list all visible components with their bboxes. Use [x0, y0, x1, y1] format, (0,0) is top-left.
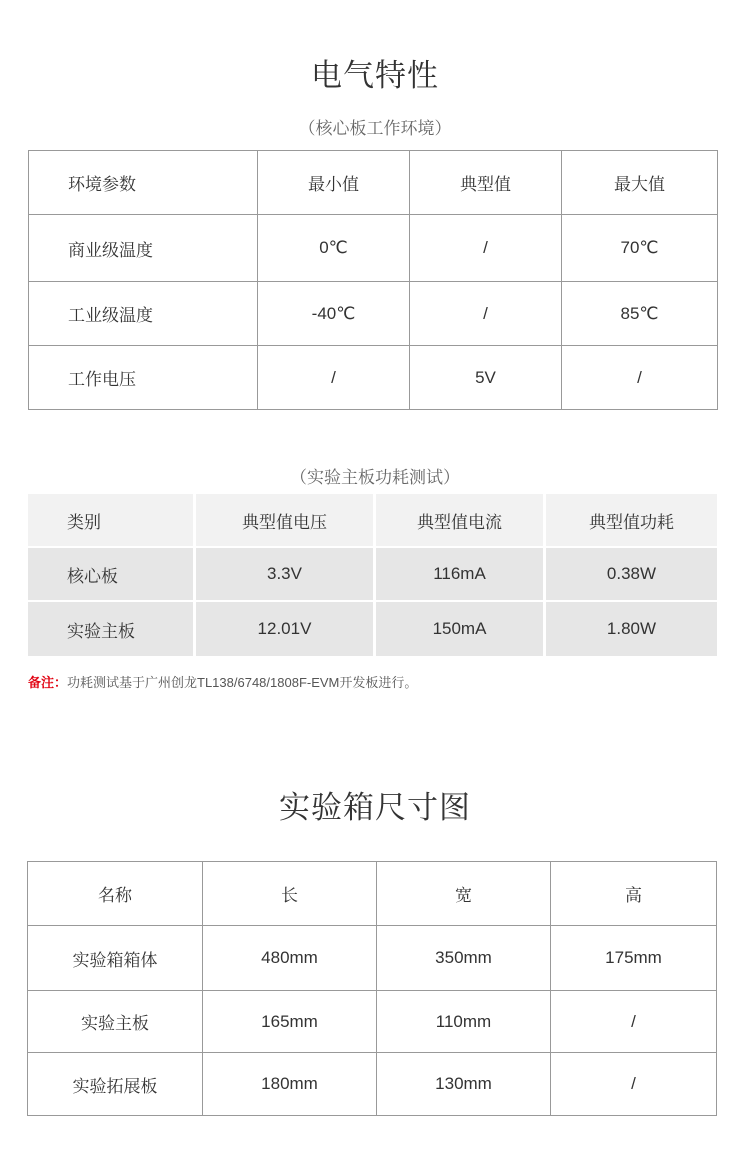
header-cell: 名称: [28, 862, 203, 926]
electrical-title: 电气特性: [311, 58, 439, 93]
table-row: [28, 991, 717, 1053]
table-cell: 实验主板: [28, 991, 203, 1053]
table-cell: 工作电压: [29, 346, 258, 410]
header-cell: 高: [551, 862, 717, 926]
table-row: [28, 548, 717, 602]
table-cell: 175mm: [551, 926, 717, 991]
table-cell: 3.3V: [196, 548, 376, 602]
table-cell: 工业级温度: [29, 282, 258, 346]
header-cell: 典型值: [410, 151, 562, 215]
table-cell: 165mm: [203, 991, 377, 1053]
table-cell: 180mm: [203, 1053, 377, 1116]
table-cell: 85℃: [562, 282, 718, 346]
dimensions-table: [27, 861, 717, 1116]
table-cell: /: [410, 215, 562, 282]
power-subtitle: （实验主板功耗测试）: [290, 468, 460, 487]
table-cell: /: [258, 346, 410, 410]
table-cell: 1.80W: [546, 602, 717, 656]
table-cell: 商业级温度: [29, 215, 258, 282]
header-cell: 长: [203, 862, 377, 926]
table-cell: 0.38W: [546, 548, 717, 602]
table-cell: 实验拓展板: [28, 1053, 203, 1116]
table-cell: 350mm: [377, 926, 551, 991]
note-text: 功耗测试基于广州创龙TL138/6748/1808F-EVM开发板进行。: [67, 675, 418, 690]
header-cell: 典型值电流: [376, 494, 546, 548]
table-cell: /: [551, 1053, 717, 1116]
table-cell: 70℃: [562, 215, 718, 282]
dimensions-title: 实验箱尺寸图: [279, 790, 471, 825]
header-cell: 宽: [377, 862, 551, 926]
table-cell: 5V: [410, 346, 562, 410]
table-cell: 核心板: [28, 548, 196, 602]
table-cell: /: [551, 991, 717, 1053]
table-cell: 150mA: [376, 602, 546, 656]
table-cell: 实验箱箱体: [28, 926, 203, 991]
table-cell: 130mm: [377, 1053, 551, 1116]
table-cell: -40℃: [258, 282, 410, 346]
table-row: [29, 282, 718, 346]
electrical-subtitle: （核心板工作环境）: [298, 119, 452, 138]
table-cell: 12.01V: [196, 602, 376, 656]
header-cell: 最小值: [258, 151, 410, 215]
header-cell: 最大值: [562, 151, 718, 215]
header-cell: 环境参数: [29, 151, 258, 215]
header-cell: 典型值电压: [196, 494, 376, 548]
table-header-row: [29, 151, 718, 215]
table-row: [28, 1053, 717, 1116]
header-cell: 典型值功耗: [546, 494, 717, 548]
note-label: 备注：: [28, 675, 68, 690]
power-table: [28, 494, 717, 656]
table-header-row: [28, 862, 717, 926]
power-note: [28, 672, 417, 691]
electrical-table: [28, 150, 718, 410]
table-cell: 实验主板: [28, 602, 196, 656]
table-row: [28, 602, 717, 656]
table-cell: 116mA: [376, 548, 546, 602]
table-row: [28, 926, 717, 991]
table-row: [29, 215, 718, 282]
table-cell: /: [562, 346, 718, 410]
table-row: [29, 346, 718, 410]
table-cell: 480mm: [203, 926, 377, 991]
table-cell: /: [410, 282, 562, 346]
table-cell: 0℃: [258, 215, 410, 282]
table-header-row: [28, 494, 717, 548]
header-cell: 类别: [28, 494, 196, 548]
table-cell: 110mm: [377, 991, 551, 1053]
